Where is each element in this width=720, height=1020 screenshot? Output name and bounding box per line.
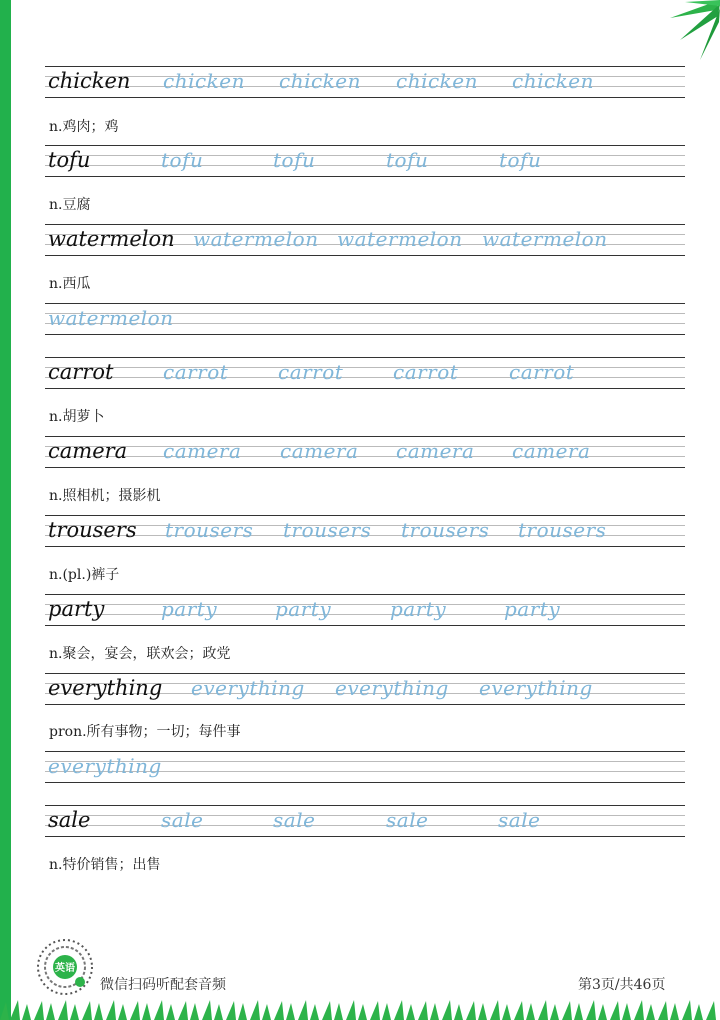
page-number: 第3页/共46页 bbox=[578, 977, 666, 993]
word-main: party bbox=[48, 597, 105, 621]
meaning-party: n.聚会，宴会，联欢会；政党 bbox=[49, 646, 231, 662]
word-main: everything bbox=[48, 676, 163, 700]
bamboo-leaf-icon bbox=[630, 0, 720, 70]
word-trace: watermelon bbox=[337, 227, 463, 251]
word-entry-carrot bbox=[45, 357, 685, 391]
word-trace: chicken bbox=[279, 69, 362, 93]
meaning-tofu: n.豆腐 bbox=[49, 197, 91, 213]
word-main: tofu bbox=[48, 148, 91, 172]
word-trace: carrot bbox=[278, 360, 344, 384]
writing-staff bbox=[45, 673, 685, 707]
word-trace: sale bbox=[273, 808, 316, 832]
word-trace: everything bbox=[191, 676, 305, 700]
word-trace: watermelon bbox=[482, 227, 608, 251]
word-trace: chicken bbox=[396, 69, 479, 93]
word-trace: trousers bbox=[283, 518, 372, 542]
word-trace: camera bbox=[280, 439, 359, 463]
meaning-carrot: n.胡萝卜 bbox=[49, 409, 105, 425]
word-entry-trousers bbox=[45, 515, 685, 549]
word-trace: everything bbox=[48, 754, 162, 778]
word-trace: tofu bbox=[161, 148, 204, 172]
word-trace: chicken bbox=[163, 69, 246, 93]
word-trace: carrot bbox=[393, 360, 459, 384]
word-main: chicken bbox=[48, 69, 131, 93]
grass-border-icon bbox=[0, 998, 720, 1020]
word-trace: trousers bbox=[401, 518, 490, 542]
writing-staff bbox=[45, 436, 685, 470]
word-trace: sale bbox=[498, 808, 541, 832]
word-trace: party bbox=[275, 597, 332, 621]
word-main: camera bbox=[48, 439, 128, 463]
word-trace: watermelon bbox=[193, 227, 319, 251]
writing-staff bbox=[45, 145, 685, 179]
word-trace: tofu bbox=[386, 148, 429, 172]
word-trace: carrot bbox=[163, 360, 229, 384]
writing-staff bbox=[45, 224, 685, 258]
word-trace: trousers bbox=[165, 518, 254, 542]
word-trace: chicken bbox=[512, 69, 595, 93]
word-entry-everything-practice bbox=[45, 751, 685, 785]
meaning-sale: n.特价销售；出售 bbox=[49, 857, 161, 873]
word-trace: camera bbox=[512, 439, 591, 463]
word-trace: trousers bbox=[518, 518, 607, 542]
writing-staff bbox=[45, 357, 685, 391]
word-trace: party bbox=[390, 597, 447, 621]
word-trace: everything bbox=[479, 676, 593, 700]
meaning-watermelon: n.西瓜 bbox=[49, 276, 91, 292]
word-entry-watermelon-practice bbox=[45, 303, 685, 337]
word-entry-everything bbox=[45, 673, 685, 707]
word-trace: party bbox=[504, 597, 561, 621]
word-trace: camera bbox=[163, 439, 242, 463]
word-trace: sale bbox=[386, 808, 429, 832]
word-main: sale bbox=[48, 808, 91, 832]
writing-staff bbox=[45, 515, 685, 549]
writing-staff bbox=[45, 66, 685, 100]
word-main: carrot bbox=[48, 360, 114, 384]
word-entry-tofu bbox=[45, 145, 685, 179]
writing-staff bbox=[45, 805, 685, 839]
writing-staff bbox=[45, 594, 685, 628]
qr-code[interactable] bbox=[36, 938, 94, 996]
word-trace: watermelon bbox=[48, 306, 174, 330]
word-main: trousers bbox=[48, 518, 137, 542]
word-trace: sale bbox=[161, 808, 204, 832]
scan-audio-text: 微信扫码听配套音频 bbox=[100, 977, 226, 993]
word-main: watermelon bbox=[48, 227, 175, 251]
word-entry-party bbox=[45, 594, 685, 628]
writing-staff bbox=[45, 751, 685, 785]
word-entry-watermelon bbox=[45, 224, 685, 258]
meaning-trousers: n.(pl.)裤子 bbox=[49, 567, 120, 583]
meaning-everything: pron.所有事物；一切；每件事 bbox=[49, 724, 241, 740]
word-trace: camera bbox=[396, 439, 475, 463]
word-entry-sale bbox=[45, 805, 685, 839]
word-trace: carrot bbox=[509, 360, 575, 384]
writing-staff bbox=[45, 303, 685, 337]
word-trace: tofu bbox=[273, 148, 316, 172]
word-trace: party bbox=[161, 597, 218, 621]
word-trace: everything bbox=[335, 676, 449, 700]
word-entry-chicken bbox=[45, 66, 685, 100]
word-trace: tofu bbox=[499, 148, 542, 172]
meaning-chicken: n.鸡肉；鸡 bbox=[49, 119, 119, 135]
word-entry-camera bbox=[45, 436, 685, 470]
left-green-bar bbox=[0, 0, 11, 1020]
meaning-camera: n.照相机；摄影机 bbox=[49, 488, 161, 504]
qr-label: 英语 bbox=[55, 963, 75, 974]
